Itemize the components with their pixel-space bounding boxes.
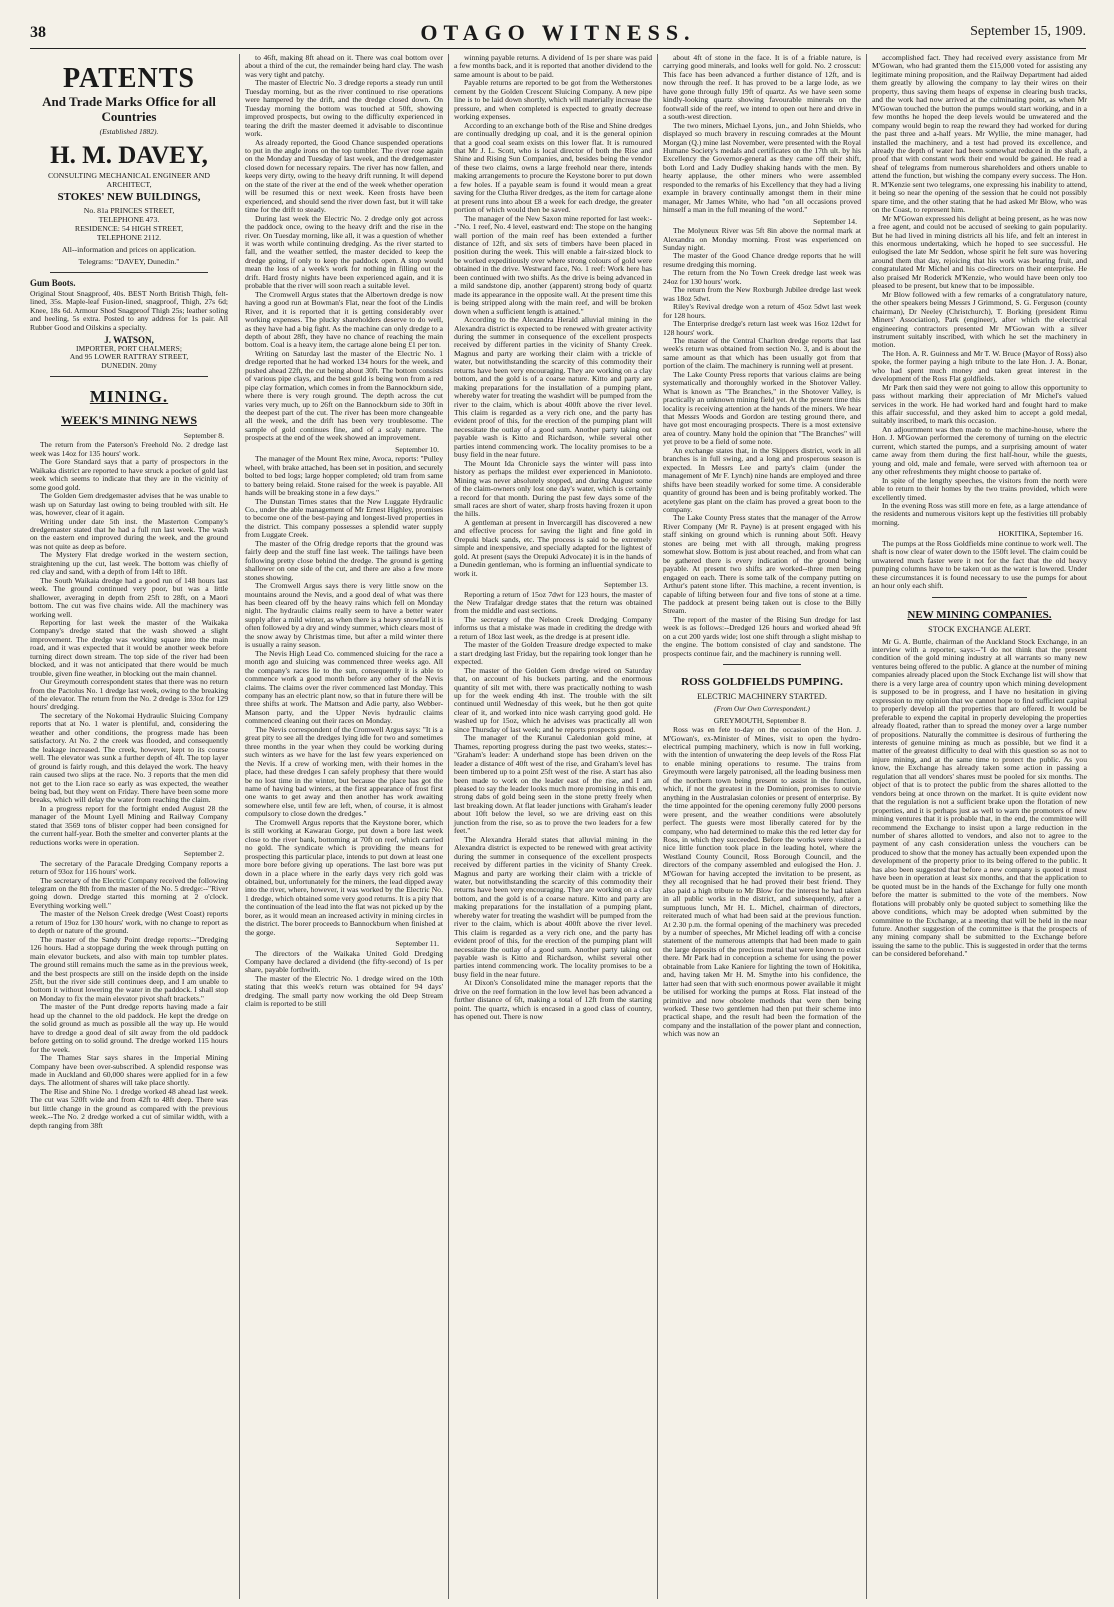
headline-ross-goldfields: ROSS GOLDFIELDS PUMPING. xyxy=(681,676,843,689)
article-paragraph: The Lake County Press reports that various claims are being systematically and thoroughly worked in the Shotover Valley. What is known as "The Branches," in the Shotover Valley, is practically an unknown mining field yet. At the present time this locality is receiving attention at the hands of the miners. We hear that Messrs Woods and Gordon are testing ground there, and have got most encouraging prospects. There is a most extensive area of country. Many hold the opinion that "The Branches" will yet prove to be a field of some note. xyxy=(663,369,861,447)
article-paragraph: A gentleman at present in Invercargill has discovered a new and effective process for saving the light and fine gold in Orepuki black sands, etc. The process is said to be extremely simple and inexpensive, and specially adapted for the lightest of gold. At present (says the Orepuki Advocate) it is in the hands of a Dunedin gentleman, who is forming an influential syndicate to work it. xyxy=(454,517,652,578)
advert-patents-subheading: And Trade Marks Office for all Countries xyxy=(42,94,216,124)
article-paragraph: The directors of the Waikaka United Gold Dredging Company have declared a dividend (the fifty-second) of 1s per share, payable forthwith. xyxy=(245,948,443,975)
headline-new-mining-companies: NEW MINING COMPANIES. xyxy=(907,608,1052,621)
article-paragraph: According to an exchange both of the Rise and Shine dredges are continually dredging up coal, and it is the general opinion that a good coal seam exists on this lower flat. It is rumoured that Mr J. L. Scott, who is local director of both the Rise and Shine and Rising Sun Companies, and, besides being the vendor of these two claims, owns a large freehold near there, intends making arrangements to procure the Keystone borer to put down a few holes. If a payable seam is found it would mean a great saving for the Clutha River dredges, as the item for cartage alone at present runs into about £8 a week for each dredge, the greater portion of which would then be saved. xyxy=(454,120,652,215)
article-paragraph: Mr M'Gowan expressed his delight at being present, as he was now a free agent, and could not be accused of seeking to gain popularity. But he had lived in mining districts all his life, and felt an interest in this enormous undertaking, which he hoped to see successful. He eulogised the late Mr Seddon, whose spirit he felt sure was hovering around them that day, rejoicing that his work was bearing fruit, and congratulated Mr Michel and his co-directors on their enterprise. He also praised Mr Roderick M'Kenzie, who would have been only too pleased to be present, but knew that to be impossible. xyxy=(872,213,1087,291)
divider xyxy=(50,376,208,377)
article-paragraph: The return from the No Town Creek dredge last week was 24oz for 130 hours' work. xyxy=(663,268,861,286)
column-2 xyxy=(239,54,443,1599)
article-paragraph: The report of the master of the Rising Sun dredge for last week is as follows:--Dredged 126 hours and worked ahead 9ft on a cut 200 yards wide; lost one shift through a slight mishap to the engine. The bottom consisted of clay and sandstone. The prospects continue fair, and the machinery is running well. xyxy=(663,614,861,658)
advert-patents-residence-phone: TELEPHONE 2112. xyxy=(96,233,162,243)
article-paragraph: The secretary of the Electric Company received the following telegram on the 8th from the master of the No. 5 dredge:--"River going down. Dredge started this morning at 2 o'clock. Everything working well." xyxy=(30,875,228,910)
article-paragraph: The Gore Standard says that a party of prospectors in the Waikaka district are reported to have struck a pocket of gold last week which seems to indicate that they are in the vicinity of some good gold. xyxy=(30,457,228,492)
article-paragraph: Riley's Revival dredge won a return of 45oz 5dwt last week for 128 hours. xyxy=(663,302,861,320)
advert-patents-telegrams: Telegrams: "DAVEY, Dunedin." xyxy=(78,257,180,267)
article-paragraph: The Dunstan Times states that the New Luggate Hydraulic Co., under the able management of Mr Ernest Highley, promises to become one of the best-paying and longest-lived properties in the district. This company possesses a splendid water supply from Luggate Creek. xyxy=(245,496,443,540)
column-5 xyxy=(866,54,1087,1599)
dateline: September 2. xyxy=(183,849,224,859)
article-paragraph: The secretary of the Paracale Dredging Company reports a return of 93oz for 116 hours' work. xyxy=(30,858,228,877)
article-paragraph: At Dixon's Consolidated mine the manager reports that the drive on the reef formation in the low level has been advanced a further distance of 6ft, making a total of 12ft from the starting point. The quartz, which is encased in a good class of country, has opened out. There is now xyxy=(454,978,652,1022)
article-paragraph: The master of Electric No. 3 dredge reports a steady run until Tuesday morning, but as the river continued to rise operations were hampered by the drift, and the dredge closed down. On Tuesday morning the bottom was touched at 50ft, showing improved prospects, but owing to the difficulty experienced in tearing the drift the master deemed it advisable to discontinue work. xyxy=(245,78,443,139)
divider xyxy=(50,272,208,273)
article-paragraph: The pumps at the Ross Goldfields mine continue to work well. The shaft is now clear of water down to the 150ft level. The claim could be unwatered much faster were it not for the fact that the old heavy pumping columns have to be taken out as the water is lowered. Under these circumstances it is found necessary to use the pumps for about an hour only each shift. xyxy=(872,538,1087,591)
advert-patents xyxy=(30,64,228,266)
article-paragraph: An exchange states that, in the Skippers district, work in all branches is in full swing, and a long and prosperous season is expected. In Messrs Lee and party's claim (under the management of Mr F. Lynch) nine hands are employed and three shifts have been steadily worked for some time. A considerable quantity of ground has been and is being profitably worked. The acetylene gas plant on the claim has proved a great boon to the company. xyxy=(663,445,861,515)
page-number: 38 xyxy=(30,24,46,41)
article-paragraph: The Cromwell Argus states that the Albertown dredge is now having a good run at Bowman's Flat, near the foot of the Lindis River, and it is reported that it is getting considerably over working expenses. The plucky shareholders deserve to do well, as they have had a big fight. As the machine can only dredge to a depth of about 28ft, they have no chance of reaching the main bottom. Coal is a heavy item, the cartage alone being £1 per ton. xyxy=(245,289,443,350)
article-paragraph: Ross was en fete to-day on the occasion of the Hon. J. M'Gowan's, ex-Minister of Mines, visit to open the hydro-electrical pumping machinery, which is now in full working, with the intention of unwatering the deep levels of the Ross Flat to enable mining operations to resume. The trains from Greymouth were largely patronised, all the leading business men of the northern town being present to assist in the function, which, if not the greatest in the Dominion, promises to outvie anything in the Australasian colonies or present of enterprise. By the time appointed for the opening ceremony fully 2000 persons were present, and the weather conditions were absolutely perfect. The guests were most liberally catered for by the company, who had determined to make this the red letter day for Ross, in which they succeeded. Before the works were visited a nice little function took place in the leading hotel, where the Westland County Council, Ross Borough Council, and the directors of the company assembled and eulogised the Hon. J. M'Gowan for having accepted the invitation to be present, as they all recognised that he had proved their best friend. They also paid a high tribute to Mr Blow for the interest he had taken in all public works in the district, and subsequently, after a sumptuous lunch, Mr H. L. Michel, chairman of directors, reiterated much of what had been said at the previous function. At 2.30 p.m. the formal opening of the machinery was preceded by a number of speeches, Mr Michel leading off with a concise statement of the numerous attempts that had been made to gain the large deposits of the precious metal that were known to exist there. Mr Park had in conception a scheme for using the power obtainable from Lake Kaniere for lighting the town of Hokitika, and, having taken Mr H. M. Smythe into his confidence, the latter had seen that with such enormous power available it might be utilised for working the pumps at Ross. Flat instead of the primitive and now obsolete methods that were then being worked. These two gentlemen had then put their scheme into practical shape, and the result had been the formation of the company and the installation of the power plant and connection, which was now an xyxy=(663,725,861,1039)
article-paragraph: The Alexandra Herald states that alluvial mining in the Alexandra district is expected to be renewed with great activity during the summer in consequence of the excellent prospects received by different parties in the vicinity of Shanty Creek. Magnus and party are working their claim with a trickle of water, but notwithstanding the scarcity of this commodity their returns have been very encouraging. They are working on a clay bottom, and the gold is of a coarse nature. Kitto and party are making preparations for the installation of a pumping plant, whereby water for treating the washdirt will be pumped from the river to the claim, which is about 400ft above the river level. This claim is regarded as a very rich one, and the party has evident proof of this, for the erection of the pumping plant will necessitate the outlay of a good sum. Another party taking out payable wash is Kitto and Richardson, whilst several other parties intend commencing work. The locality promises to be a busy field in the near future. xyxy=(454,834,652,979)
article-paragraph: The master of the Electric No. 1 dredge wired on the 10th stating that this week's return was obtained for 94 days' dredging. The small party now working the old Deep Stream claim is reported to be still xyxy=(245,973,443,1009)
advert-patents-profession: CONSULTING MECHANICAL ENGINEER AND ARCHITECT, xyxy=(47,171,211,190)
article-paragraph: The return from the New Roxburgh Jubilee dredge last week was 18oz 5dwt. xyxy=(663,285,861,303)
article-paragraph: The master of the Golden Gem dredge wired on Saturday that, on account of his buckets parting, and the enormous quantity of silt met with, there was practically nothing to wash up for the week ending 4th inst. The trouble with the silt continued until Wednesday of this week, but he then got quite clear of it, and worked into nice wash carrying good gold. He washed up for 15oz, which he advises was practically all won since Thursday of last week; and he reports prospects good. xyxy=(454,665,652,734)
byline: (From Our Own Correspondent.) xyxy=(714,705,810,714)
column-3 xyxy=(448,54,652,1599)
advert-gum-boots xyxy=(30,279,228,370)
article-paragraph: An adjournment was then made to the machine-house, where the Hon. J. M'Gowan performed the ceremony of turning on the electric current, which started the pumps, and a surprising amount of water came away from them during the first half-hour, while the guests, young and old, male and female, were served with afternoon tea or any other refreshments they might choose to partake of. xyxy=(872,424,1087,477)
article-paragraph: The master of the Nelson Creek dredge (West Coast) reports a return of 19oz for 130 hours' work, with no change to report as to depth or nature of the ground. xyxy=(30,909,228,936)
advert-boots-line1: IMPORTER, PORT CHALMERS; xyxy=(76,343,182,353)
article-paragraph: As already reported, the Good Chance suspended operations to put in the angle irons on the top tumbler. The river rose again on the Monday and Tuesday of last week, and the dredgemaster closed down for necessary repairs. The river has now fallen, and keeps very dirty, owing to the heavy drift running. It will depend on the state of the river at the end of the week whether operation will be resumed this or next week. Keen frosts have been experienced, and should send the river down fast, but it will take time for the drift to steady. xyxy=(245,137,443,215)
dateline: September 13. xyxy=(604,580,648,590)
article-paragraph: Payable returns are reported to be got from the Wetherstones cement by the Golden Crescent Sluicing Company. A new pipe line is to be laid down shortly, which will materially increase the pressure, and when completed is expected to greatly decrease working expenses. xyxy=(454,78,652,122)
article-paragraph: The Mystery Flat dredge worked in the western section, straightening up the cut, last week. The bottom was chiefly of red clay and sand, with a depth of from 14ft to 18ft. xyxy=(30,550,228,577)
headline-weeks-mining-news: WEEK'S MINING NEWS xyxy=(60,412,198,427)
article-paragraph: The Rise and Shine No. 1 dredge worked 48 ahead last week. The cut was 520ft wide and from 42ft to 48ft deep. There was but little change in the ground as compared with the previous week.--The No. 2 dredge worked a cut of similar width, with a depth ranging from 38ft xyxy=(30,1086,228,1130)
article-paragraph: to 46ft, making 8ft ahead on it. There was coal bottom over about a third of the cut, the remainder being hard clay. The wash was very tight and patchy. xyxy=(245,54,443,79)
divider xyxy=(932,597,1027,598)
article-paragraph: The manager of the Mount Rex mine, Avoca, reports: "Pulley wheel, with brake attached, has been set in position, and securely bolted to bed logs; large hopper completed; old tram from same to battery being relaid. Stone raised for the week is payable. All hands will be breaking stone in a few days." xyxy=(245,454,443,498)
article-paragraph: Writing on Saturday last the master of the Electric No. 1 dredge reported that he had worked 134 hours for the week, and pushed ahead 22ft, the cut being about 30ft. The bottom consists of various pipe clays, and the best gold is being won from a red pipe clay formation, which comes in from the Bannockburn side, where there is very rough ground. The depth across the cut varies very much, up to 26ft on the Bannockburn side to 30ft in the deepest part of the cut. The river has been more changeable all the week, and the drift has been very troublesome. The sample of gold continues fine, and of a scaly nature. The prospects at the end of the week showed an improvement. xyxy=(245,348,443,443)
dateline: September 11. xyxy=(395,939,439,949)
advert-boots-name: J. WATSON, xyxy=(104,335,154,346)
article-paragraph: The Cromwell Argus says there is very little snow on the mountains around the Nevis, and a good deal of what was there has been cleared off by the heavy rains which fell on Monday night. The hydraulic claims really seem to have a better water supply after a mild winter, as when there is a heavy snowfall it is often followed by a dry and windy summer, which clears most of the snow away by Christmas time, but after a mild winter there is usually a rainy season. xyxy=(245,581,443,650)
issue-date: September 15, 1909. xyxy=(970,24,1086,39)
article-paragraph: The Mount Ida Chronicle says the winter will pass into history as perhaps the mildest ever experienced in Maniototo. Mining was never absolutely stopped, and during August some of the claim-owners only lost one day's water, which is certainly a record for that month. During the past few days some of the small races are short of water, sharp frosts having frozen it upon the hills. xyxy=(454,458,652,519)
article-paragraph: The two miners, Michael Lyons, jun., and John Shields, who displayed so much bravery in rescuing comrades at the Mount Morgan (Q.) mine last November, were presented with the Royal Humane Society's medals and certificates on the 17th ult. by his Excellency the Governor-general as they came off their shift, both Lord and Lady Dudley shaking hands with the men. By hearty applause, the other miners who were assembled responded to the remarks of his Excellency that they had a living example in bravery continually amongst them in their mine manager, Mr James White, who had "on all occasions proved himself a man in the full meaning of the word." xyxy=(663,120,861,215)
advert-patents-building: STOKES' NEW BUILDINGS, xyxy=(57,191,201,204)
article-paragraph: Our Greymouth correspondent states that there was no return from the Pactolus No. 1 dredge last week, owing to the breaking of the elevator. The return from the No. 2 dredge is 33oz for 129 hours' dredging. xyxy=(30,677,228,712)
article-paragraph: winning payable returns. A dividend of 1s per share was paid a few months back, and it is reported that another dividend to the same amount is about to be paid. xyxy=(454,54,652,79)
article-paragraph: The secretary of the Nelson Creek Dredging Company informs us that a mistake was made in crediting the dredge with a return of 18oz last week, as the dredge is at present idle. xyxy=(454,614,652,641)
dateline: September 8. xyxy=(183,430,224,440)
article-paragraph: The secretary of the Nokomai Hydraulic Sluicing Company reports that at No. 1 water is plentiful, and, considering the weather and other conditions, the progress made has been satisfactory. At No. 2 the creek was flooded, and consequently the leakage increased. The creek, however, kept to its course well. The elevator was sunk a further depth of 4ft. The top layer of ground is fairly rough, and this delayed the work. The heavy rain caused two slips at the race. No. 3 reports that the men did not get to the Lion race so early as was expected, the weather being bad, but they went on Friday. There have been some more breaks, which will delay the water from reaching the claim. xyxy=(30,710,228,805)
divider xyxy=(723,664,801,665)
advert-patents-name: H. M. DAVEY, xyxy=(50,142,208,170)
advert-boots-line2: And 95 LOWER RATTRAY STREET, xyxy=(69,352,189,362)
article-paragraph: Reporting for last week the master of the Waikaka Company's dredge stated that the wash showed a slight improvement. The dredge was working square into the main road, and it was expected that it would be another week before turning direct down stream. The top side of the river had been blocked, and it was not anticipated that there would be much trouble, given fine weather, in blocking out the main channel. xyxy=(30,617,228,678)
article-paragraph: The Molyneux River was 5ft 8in above the normal mark at Alexandra on Monday morning. Frost was experienced on Sunday night. xyxy=(663,226,861,252)
article-paragraph: In a progress report for the fortnight ended August 28 the manager of the Mount Lyell Mining and Railway Company stated that 3569 tons of blister copper had been consigned for the current half-year. Both the smelter and converter plants at the reductions works were in operation. xyxy=(30,803,228,847)
article-paragraph: The master of the Sandy Point dredge reports:--"Dredging 126 hours. Had a stoppage during the week through putting on main elevator buckets, and also with main top tumbler plates. The ground still remains much the same as in the previous week, and the best prospects are still on the inside depth on the inside 25ft, but the river side still continues deep, and I am unable to bottom it without lowering the water in the paddock. I shall stop on Monday to fix the main elevator pivot shaft brackets." xyxy=(30,934,228,1003)
article-paragraph: The master of the Central Charlton dredge reports that last week's return was obtained from section No. 3, and is about the same amount as that which has been usually got from that portion of the claim. The machinery is running well at present. xyxy=(663,335,861,371)
masthead xyxy=(30,8,1086,49)
article-paragraph: The Hon. A. R. Guinness and Mr T. W. Bruce (Mayor of Ross) also spoke, the former paying a high tribute to the late Hon. J. A. Bonar, who had spent much money and taken great interest in the development of the Ross Flat goldfields. xyxy=(872,348,1087,384)
dateline: HOKITIKA, September 16. xyxy=(998,529,1083,539)
article-paragraph: According to the Alexandra Herald alluvial mining in the Alexandra district is expected to be renewed with greater activity during the summer in consequence of the excellent prospects received by different parties in the vicinity of Shanty Creek. Magnus and party are working their claim with a trickle of water, but notwithstanding the scarcity of this commodity their returns have been very encouraging. They are working on a clay bottom, and the gold is of a coarse nature. Kitto and party are making preparations for the installation of a pumping plant, whereby water for treating the washdirt will be pumped from the river to the claim, which is about 400ft above the river level. This claim is regarded as a very rich one, and the party has evident proof of this, for the erection of the pumping plant will necessitate the outlay of a good sum. Another party taking out payable wash is Kitto and Richardson, while several other parties intend commencing work. The locality promises to be a busy field in the near future. xyxy=(454,315,652,460)
article-paragraph: The Golden Gem dredgemaster advises that he was unable to wash up on Saturday last owing to being troubled with silt. He was, however, clear of it again. xyxy=(30,491,228,518)
newspaper-title: OTAGO WITNESS. xyxy=(420,20,696,45)
section-title-mining: MINING. xyxy=(89,386,169,406)
advert-patents-info: All--information and prices on application. xyxy=(61,245,197,255)
advert-patents-residence: RESIDENCE: 54 HIGH STREET, xyxy=(74,224,184,234)
article-paragraph: The manager of the Kuranui Caledonian gold mine, at Thames, reporting progress during the past two weeks, states:--"Graham's leader: A underhand stope has been driven on the leader a distance of 40ft west of the rise, and Graham's level has been timbered up to a point 25ft west of the rise. A start has also been made to work on the leader east of the rise, and I am pleased to say the leader looks much more promising in this end, strong dabs of gold being seen in the stone pretty freely when last breaking down. At flat leader junctions with Graham's leader about 10ft below the level, so we are driving east on this junction from the rise, so as to prove the two leaders for a few feet." xyxy=(454,733,652,836)
article-paragraph: The master of the Punt dredge reports having made a fair head up the channel to the old paddock. He kept the dredge on the solid ground as much as possible all the way up. He would have to dredge a good deal of silt away from the old paddock before getting on to solid ground. The dredge worked 115 hours for the week. xyxy=(30,1002,228,1054)
article-paragraph: The Lake County Press states that the manager of the Arrow River Company (Mr R. Payne) is at present engaged with his staff sinking on ground which is running about 50ft. Heavy stones are being met with all through, making progress somewhat slow. Bottom is just about reached, and from what can be gathered there is every indication of the ground being payable. At present two shifts are worked--three men being engaged on each. There is some talk of the company putting on Arthur's patent stone lifter. This machine, a recent invention, is capable of lifting between four and five tons of stone at a time. The paddock at present being taken out is close to the Billy Stream. xyxy=(663,513,861,616)
article-paragraph: about 4ft of stone in the face. It is of a friable nature, is carrying good minerals, and looks well for gold. No. 2 crosscut: This face has been advanced a further distance of 12ft, and is now through the reef. It has proved to be a large lode, as we have gone through fully 19ft of quartz. As we have seen some kindly-looking quartz showing favourable minerals on the footwall side of the reef, we intend to open out here and drive in a south-west direction. xyxy=(663,54,861,122)
advert-boots-heading: Gum Boots. xyxy=(30,278,76,289)
article-paragraph: The South Waikaia dredge had a good run of 148 hours last week. The ground continued very poor, but was a little shallower, averaging in depth from 25ft to 28ft, on a Maori bottom. The cut was five chains wide. All the machinery was working well. xyxy=(30,575,228,619)
article-paragraph: The Thames Star says shares in the Imperial Mining Company have been over-subscribed. A splendid response was made in Auckland and 60,000 shares were applied for in a few days. The allotment of shares will take place shortly. xyxy=(30,1053,228,1088)
column-4 xyxy=(657,54,861,1599)
article-paragraph: During last week the Electric No. 2 dredge only got across the paddock once, owing to the heavy drift and the rise in the river. On Tuesday morning, like all, it was a question of whether it was worth while continuing dredging. As the river started to fall, and the weather settled, the master decided to keep the dredge going, if only to keep the paddock open. A stop would mean the loss of a week's work for nothing in filling out the drift. Hard frosty nights have been experienced again, and it is probable that the river will soon reach a suitable level. xyxy=(245,213,443,291)
article-paragraph: Mr G. A. Buttle, chairman of the Auckland Stock Exchange, in an interview with a reporter, says:--"I do not think that the present condition of the gold mining industry at all warrants so many new ventures being offered to the public. A glance at the number of mining companies already placed upon the Stock Exchange list will show that there is a very large area of country upon which mining development is supposed to be in progress, and I have no hesitation in giving expression to my opinion that we cannot hope to find sufficient capital to properly develop all the properties that are offered. It would be preferable to expend the capital in properly developing the properties already floated, rather than to spread the money over a large number of propositions. Naturally the committee is desirous of furthering the interests of genuine mining as much as possible, but we find it a matter of the greatest difficulty to deal with this question so as not to injure mining, and at the same time to protect the public. As you know, the Exchange has already taken some action in passing a regulation that all vendors' shares must be pooled for six months. The object of that is to protect the public from the shares allotted to the vendors being at once thrown on the market. It is quite evident now that the regulation is not a sufficient brake upon the flotation of new properties, and it is perhaps just as well to warn the promoters of new mining ventures that it is probable that, in the end, the committee will recommend the Exchange to insist upon a large reduction in the number of shares allotted to vendors, and also not to agree to the payment of any cash consideration unless the vouchers can be produced to show that the money has actually been expended upon the development of the property prior to its being offered to the public. It has also been suggested that before a new company is quoted it must have been in operation at least six months, and that the application to be quoted must be in the hands of the Exchange for fully one month before the matter is submitted to the vote of the members. Now flotations will probably only be quoted subject to something like the above conditions, which may be adopted when submitted by the committee to the Exchange, at a meeting that will be held in the near future. Another suggestion of the committee is that the prospects of any mining company shall be submitted to the Exchange before issuing the same to the public. This is suggested in order that the terms can be considered beforehand." xyxy=(872,636,1087,959)
advert-patents-telephone: TELEPHONE 473. xyxy=(98,215,160,225)
subhead-stock-exchange: STOCK EXCHANGE ALERT. xyxy=(928,624,1031,634)
subhead-ross: ELECTRIC MACHINERY STARTED. xyxy=(697,692,827,702)
page-columns xyxy=(30,54,1086,1599)
article-paragraph: In spite of the lengthy speeches, the visitors from the north were able to return to their homes by the two trains provided, which were excellently timed. xyxy=(872,475,1087,502)
article-paragraph: The manager of the New Saxon mine reported for last week:--"No. 1 reef, No. 4 level, eastward end: The stope on the hanging wall portion of the main reef has been extended a further distance of 12ft, and six sets of timbers have been placed in position during the week. This will enable a fair-sized block to be worked expeditiously over where strong colours of gold were obtained in the drive. Westward face, No. 1 reef: Work here has been continued with two shifts. As the drive is being advanced in a mild sandstone dip, another (apparent) strong body of quartz made its appearance in the opposite wall. At the present time this is being stripped along with the main reef, and will be broken down when a sufficient length is attained." xyxy=(454,213,652,316)
article-paragraph: Mr Park then said they were not going to allow this opportunity to pass without marking their appreciation of Mr Michel's valued services in the work. He had worked hard and fought hard to make this affair successful, and they asked him to accept a gold medal, suitably inscribed, to mark this occasion. xyxy=(872,382,1087,426)
article-paragraph: Mr Blow followed with a few remarks of a congratulatory nature, the other speakers being Messrs J Grimmond, S. G. Ferguson (county chairman), Dr Neeley (Christchurch), T. Borking (president Rimu Miners' Association), Park (engineer), after which the electrical engineering contractors presented Mr M'Gowan with a silver instrument suitably inscribed, with which he set the machinery in motion. xyxy=(872,289,1087,350)
article-paragraph: The Cromwell Argus reports that the Keystone borer, which is still working at Kawarau Gorge, put down a bore last week close to the river bank, bottoming at 70ft on reef, which carried no gold. The syndicate which is providing the means for prospecting this particular place, intends to put down at least one more bore before giving up operations. The last bore was put down in a place where in the early days very rich gold was obtained, but, unfortunately for the miners, the lead dipped away into the river, where, however, it was worked by the Electric No. 1 dredge, which obtained some very good returns. It is a pity that the continuation of the lead into the flat was not picked up by the borer, as it would mean an increased activity in mining circles in the district. The borer proceeds to Bannockburn when finished at the gorge. xyxy=(245,817,443,937)
advert-patents-heading: PATENTS xyxy=(63,63,195,94)
article-paragraph: The Enterprise dredge's return last week was 16oz 12dwt for 128 hours' work. xyxy=(663,319,861,337)
dateline: September 10. xyxy=(395,444,439,454)
article-paragraph: The return from the Paterson's Freehold No. 2 dredge last week was 14oz for 135 hours' work. xyxy=(30,440,228,458)
advert-patents-address: No. 81a PRINCES STREET, xyxy=(83,206,175,216)
advert-boots-line3: DUNEDIN. 20my xyxy=(101,360,157,370)
article-paragraph: Writing under date 5th inst. the Masterton Company's dredgemaster stated that he had a full run last week. The wash on the eastern end improved during the week, and the ground was not quite as deep as before. xyxy=(30,516,228,551)
article-paragraph: In the evening Ross was still more en fete, as a large attendance of the residents and numerous visitors kept up the festivities till probably morning. xyxy=(872,501,1087,527)
dateline: September 14. xyxy=(813,216,857,226)
article-paragraph: The master of the Golden Treasure dredge expected to make a start dredging last Friday, but the repairing took longer than he expected. xyxy=(454,640,652,667)
article-paragraph: The Nevis High Lead Co. commenced sluicing for the race a month ago and sluicing was commenced three weeks ago. All the company's races lie to the sun, consequently it is able to commence work a good month before any other of the Nevis claims. The claims over the river commenced last Monday. This company has an electric plant now, so that in future there will be three shifts at work. The Mattson and Adie party, also Webber-Manson party, and the Upper Nevis hydraulic claims commenced cleaning out their races on Monday. xyxy=(245,648,443,726)
dateline: GREYMOUTH, September 8. xyxy=(713,715,807,725)
advert-boots-body: Original Stout Snagproof, 40s. BEST North British Thigh, felt-lined, 35s. Maple-leaf Fusion-lined, snagproof, Thigh, 27s 6d; Knee, 18s 6d. Armour Shod Snagproof Thigh 25s; leather soling and heeling, 5s extra. Posted to any address for 1s pair. All Rubber Good and Oilskins a specialty. xyxy=(30,288,228,332)
article-paragraph: Reporting a return of 15oz 7dwt for 123 hours, the master of the New Trafalgar dredge states that the return was obtained from the middle and east sections. xyxy=(454,589,652,616)
article-paragraph: The master of the Ofrig dredge reports that the ground was fairly deep and the stuff fine last week. The tailings have been following pretty close behind the dredge. The ground is getting shallower on one side of the cut, and there are also a few more stones showing. xyxy=(245,538,443,582)
article-paragraph: accomplished fact. They had received every assistance from Mr M'Gowan, who had granted them the £15,000 voted for assisting any legitimate mining proposition, and the Railway Department had aided them greatly by allowing the company to lay their wires on their property, thus saving them heaps of expense in clearing bush tracks, and the work had now arrived at the culminating point, as when Mr M'Gowan touched the button the pumps would start working, and in a few months he hoped the deep levels would be unwatered and the company would begin to reap the reward they had worked for during the past three and a-half years. Mr Wyllie, the mine manager, had installed the machinery, and a test had proved its excellence, and already the depth of water had been somewhat reduced in the shaft, a proof that with constant work their end would be gained. He read a sheaf of telegrams from numerous shareholders and others unable to attend the function, but wishing the company every success. The Hon. R. M'Kenzie sent two telegrams, one expressing his inability to attend, it being so near the opening of the session that he could not possibly spare time, and the other stating that he had asked Mr Blow, who was on the Coast, to represent him. xyxy=(872,54,1087,215)
article-paragraph: The Nevis correspondent of the Cromwell Argus says: "It is a great pity to see all the dredges lying idle for two and sometimes three months in the year when they could be working during such winters as we have for the last few years experienced on the Nevis. If a crew of working men, with their homes in the place, had these dredges I can safely prophesy that there would be no lost time in the winter, but because the place has got the name of having bad winters, at the first appearance of frost first one wants to get away and then another has work awaiting somewhere else, until few are left, when, of course, it is almost compulsory to close down the dredges." xyxy=(245,724,443,819)
column-1 xyxy=(30,54,228,1599)
advert-patents-established: (Established 1882). xyxy=(99,127,159,136)
article-paragraph: The master of the Good Chance dredge reports that he will resume dredging this morning. xyxy=(663,251,861,269)
